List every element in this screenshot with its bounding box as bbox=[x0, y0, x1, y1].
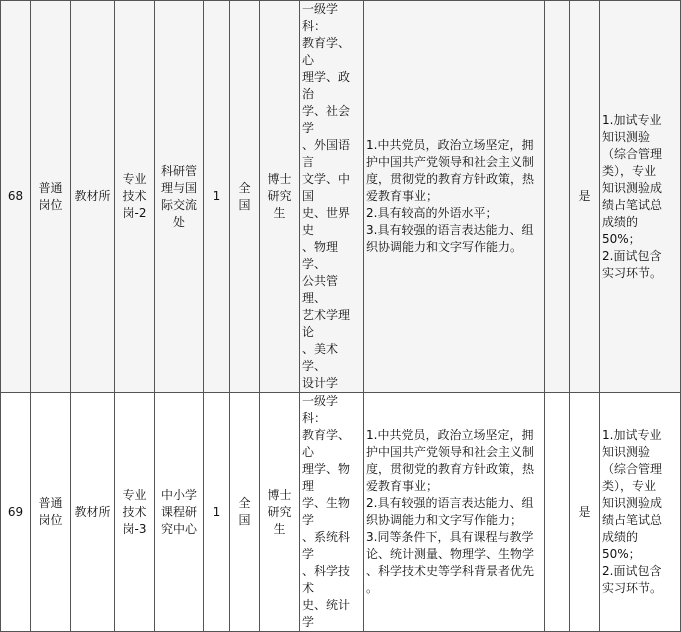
department: 中小学 课程研 究中心 bbox=[155, 393, 204, 632]
recruit-scope: 全 国 bbox=[230, 1, 260, 393]
blank-cell bbox=[545, 393, 570, 632]
flag-cell: 是 bbox=[570, 1, 600, 393]
table-row bbox=[1, 1, 681, 393]
post-name: 专业 技术 岗-2 bbox=[115, 1, 155, 393]
headcount: 1 bbox=[204, 1, 230, 393]
education: 博士 研究 生 bbox=[260, 393, 300, 632]
requirements: 1.中共党员，政治立场坚定，拥 护中国共产党领导和社会主义制 度，贯彻党的教育方针政策，热 爱教育事业； 2.具有较强的语言表达能力、组 织协调能力和文字写作能力； 3.同等条件下，具有课程与教学 论、统计测量、物理学、生物学 、科学技术史等学科背景者优先 。 bbox=[364, 393, 545, 632]
exam-notes: 1.加试专业 知识测验 （综合管理 类），专业 知识测验成 绩占笔试总 成绩的 50%； 2.面试包含 实习环节。 bbox=[600, 393, 681, 632]
post-name: 专业 技术 岗-3 bbox=[115, 393, 155, 632]
major: 一级学科： 教育学、心 理学、物理 学、生物学 、系统科学 、科学技术 史、统计学 bbox=[300, 393, 364, 632]
exam-notes: 1.加试专业 知识测验 （综合管理 类），专业 知识测验成 绩占笔试总 成绩的 50%； 2.面试包含 实习环节。 bbox=[600, 1, 681, 393]
post-category: 普通 岗位 bbox=[31, 1, 71, 393]
post-category: 普通 岗位 bbox=[31, 393, 71, 632]
row-number: 68 bbox=[1, 1, 31, 393]
department: 科研管 理与国 际交流 处 bbox=[155, 1, 204, 393]
recruit-scope: 全 国 bbox=[230, 393, 260, 632]
headcount: 1 bbox=[204, 393, 230, 632]
major: 一级学科： 教育学、心 理学、政治 学、社会学 、外国语言 文学、中国 史、世界史 、物理学、 公共管理、 艺术学理论 、美术学、 设计学 bbox=[300, 1, 364, 393]
education: 博士 研究 生 bbox=[260, 1, 300, 393]
flag-cell: 是 bbox=[570, 393, 600, 632]
hiring-unit: 教材所 bbox=[71, 393, 115, 632]
row-number: 69 bbox=[1, 393, 31, 632]
requirements: 1.中共党员，政治立场坚定，拥 护中国共产党领导和社会主义制 度，贯彻党的教育方针政策，热 爱教育事业； 2.具有较高的外语水平； 3.具有较强的语言表达能力、组 织协调能力和文字写作能力。 bbox=[364, 1, 545, 393]
table-row bbox=[1, 393, 681, 632]
hiring-unit: 教材所 bbox=[71, 1, 115, 393]
blank-cell bbox=[545, 1, 570, 393]
